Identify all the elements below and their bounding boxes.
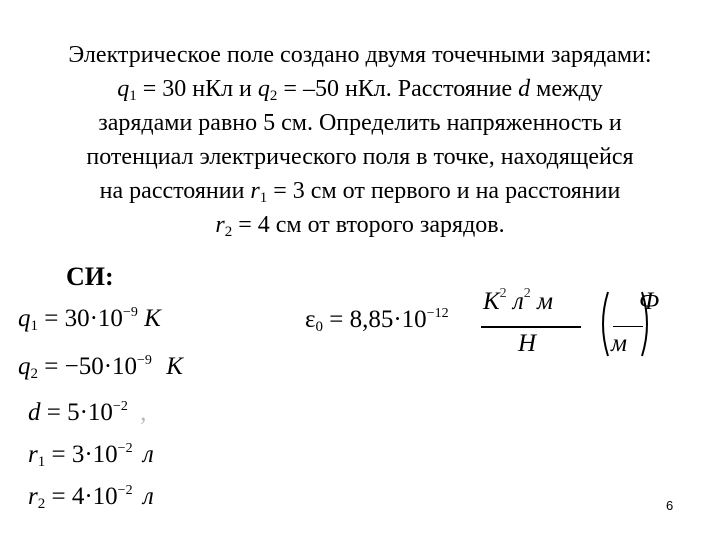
unit-coulomb-power: 2 (499, 286, 507, 301)
unit-coulomb: К (483, 288, 500, 315)
given-sub: 2 (37, 496, 46, 512)
given-d (28, 398, 146, 428)
fraction-bar (481, 326, 581, 328)
given-value: = −50·10 (38, 353, 138, 380)
problem-line-2-part-c: между (530, 76, 603, 102)
problem-line-6 (0, 208, 720, 242)
unit-l: л (512, 288, 524, 315)
d-symbol: d (518, 76, 531, 102)
problem-line-3: зарядами равно 5 см. Определить напряженность и (98, 110, 622, 136)
given-value: = 5·10 (40, 399, 113, 426)
given-q2 (18, 352, 183, 382)
given-var: r (28, 441, 38, 468)
given-exponent: −9 (137, 353, 152, 368)
unit-fraction-bar (613, 326, 643, 327)
r2-subscript: 2 (224, 224, 233, 240)
given-sub: 2 (30, 366, 38, 382)
problem-line-1: Электрическое поле создано двумя точечными зарядами: (68, 42, 652, 68)
given-sub: 1 (37, 454, 46, 470)
given-value: = 4·10 (45, 483, 118, 510)
problem-line-5 (0, 174, 720, 208)
given-sub: 1 (30, 318, 38, 334)
problem-line-2-part-a: = 30 нКл и (136, 76, 258, 102)
r1-symbol: r (250, 178, 260, 204)
given-unit: К (159, 353, 183, 380)
epsilon-symbol: ε (305, 306, 316, 333)
epsilon-lhs (305, 306, 449, 334)
meter-unit: м (611, 330, 627, 357)
given-var: q (18, 353, 31, 380)
q2-symbol: q (257, 76, 270, 102)
epsilon-value: = 8,85·10 (323, 306, 427, 333)
given-value: = 30·10 (38, 305, 123, 332)
epsilon-exponent: −12 (426, 306, 449, 321)
unit-m: м (537, 288, 553, 315)
given-unit: К (137, 305, 161, 332)
si-label: СИ: (66, 262, 114, 291)
problem-line-5-part-a: на расстоянии (99, 178, 251, 204)
q1-subscript: 1 (129, 88, 137, 104)
given-exponent: −9 (122, 305, 138, 320)
given-unit: л (136, 441, 154, 468)
epsilon-formula (305, 288, 685, 368)
given-unit: , (133, 399, 147, 426)
given-exponent: −2 (117, 441, 133, 456)
given-var: q (18, 305, 31, 332)
epsilon-unit-numerator (483, 288, 553, 316)
given-var: r (28, 483, 38, 510)
problem-statement (0, 38, 720, 242)
q2-subscript: 2 (269, 88, 278, 104)
unit-l-power: 2 (523, 286, 531, 301)
page-number: 6 (666, 498, 674, 513)
given-exponent: −2 (117, 483, 133, 498)
r2-symbol: r (215, 212, 225, 238)
problem-line-5-part-b: = 3 см от первого и на расстоянии (267, 178, 621, 204)
farad-unit: Ф (639, 288, 660, 315)
epsilon-unit-denominator: Н (518, 330, 537, 357)
given-value: = 3·10 (45, 441, 118, 468)
given-exponent: −2 (112, 399, 128, 414)
given-r2 (28, 482, 154, 512)
given-q1 (18, 304, 161, 334)
epsilon-subscript: 0 (315, 319, 323, 335)
given-var: d (28, 399, 41, 426)
problem-line-6-part-b: = 4 см от второго зарядов. (232, 212, 505, 238)
given-unit: л (136, 483, 154, 510)
given-r1 (28, 440, 154, 470)
problem-line-4: потенциал электрического поля в точке, находящейся (86, 144, 634, 170)
r1-subscript: 1 (259, 190, 268, 206)
q1-symbol: q (117, 76, 130, 102)
problem-line-2 (0, 72, 720, 106)
problem-line-2-part-b: = –50 нКл. Расстояние (277, 76, 519, 102)
